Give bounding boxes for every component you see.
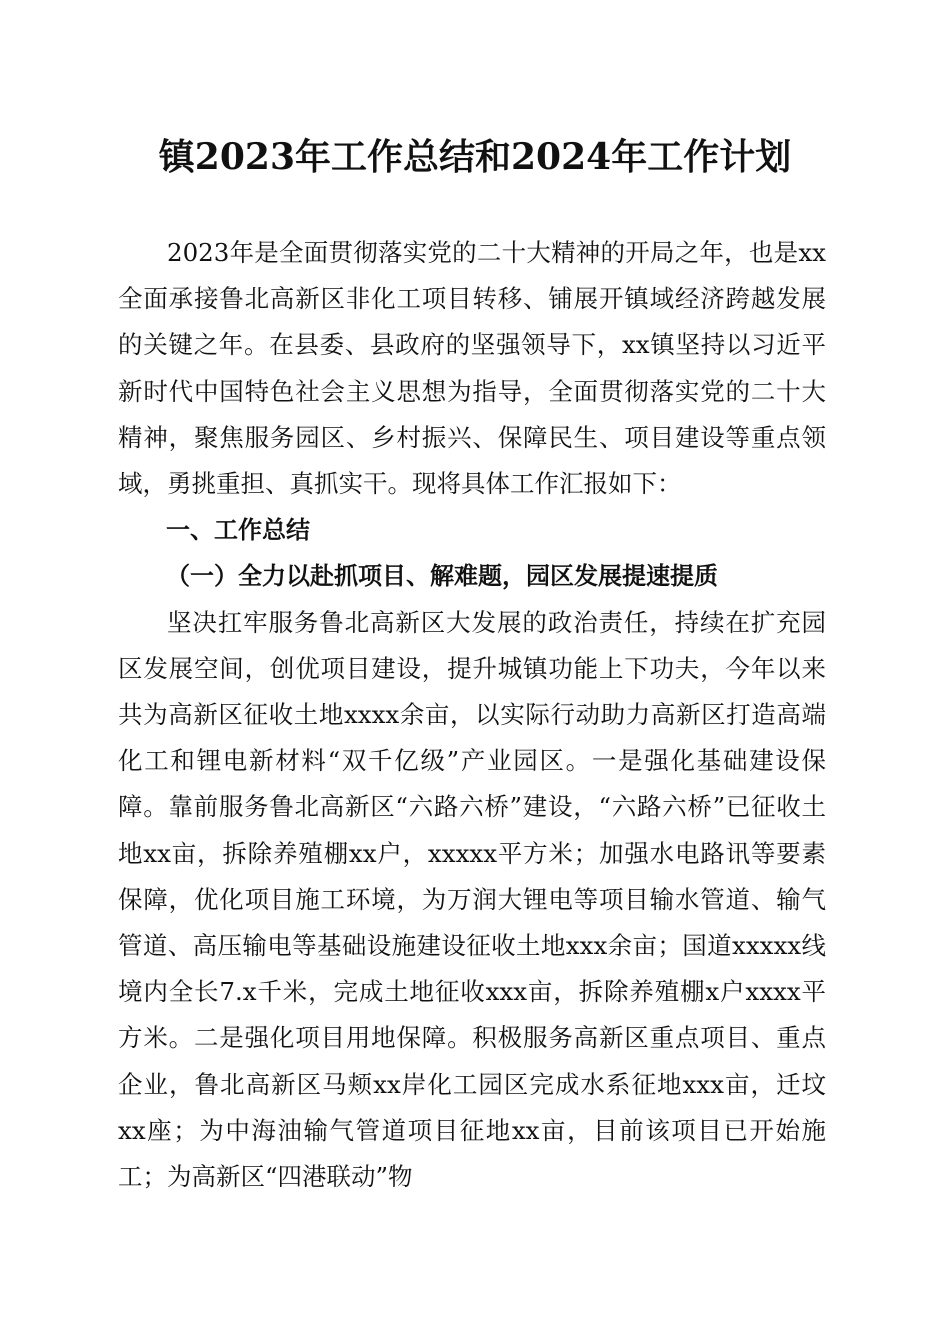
section-heading-work-summary: 一、工作总结: [166, 516, 310, 545]
document-body: [118, 230, 826, 1200]
subsection-heading-projects: （一）全力以赴抓项目、解难题，园区发展提速提质: [166, 561, 718, 591]
intro-paragraph: 2023年是全面贯彻落实党的二十大精神的开局之年，也是xx全面承接鲁北高新区非化工项目转移、铺展开镇域经济跨越发展的关键之年。在县委、县政府的坚强领导下，xx镇坚持以习近平新时代中国特色社会主义思想为指导，全面贯彻落实党的二十大精神，聚焦服务园区、乡村振兴、保障民生、项目建设等重点领域，勇挑重担、真抓实干。现将具体工作汇报如下：: [118, 238, 826, 499]
document-title: 镇2023年工作总结和2024年工作计划: [158, 136, 792, 178]
body-paragraph: 坚决扛牢服务鲁北高新区大发展的政治责任，持续在扩充园区发展空间，创优项目建设，提升城镇功能上下功夫，今年以来共为高新区征收土地xxxx余亩，以实际行动助力高新区打造高端化工和锂电新材料“双千亿级”产业园区。一是强化基础建设保障。靠前服务鲁北高新区“六路六桥”建设，“六路六桥”已征收土地xx亩，拆除养殖棚xx户，xxxxx平方米；加强水电路讯等要素保障，优化项目施工环境，为万润大锂电等项目输水管道、输气管道、高压输电等基础设施建设征收土地xxx余亩；国道xxxxx线境内全长7.x千米，完成土地征收xxx亩，拆除养殖棚x户xxxx平方米。二是强化项目用地保障。积极服务高新区重点项目、重点企业，鲁北高新区马颊xx岸化工园区完成水系征地xxx亩，迁坟xx座；为中海油输气管道项目征地xx亩，目前该项目已开始施工；为高新区“四港联动”物: [118, 607, 826, 1192]
